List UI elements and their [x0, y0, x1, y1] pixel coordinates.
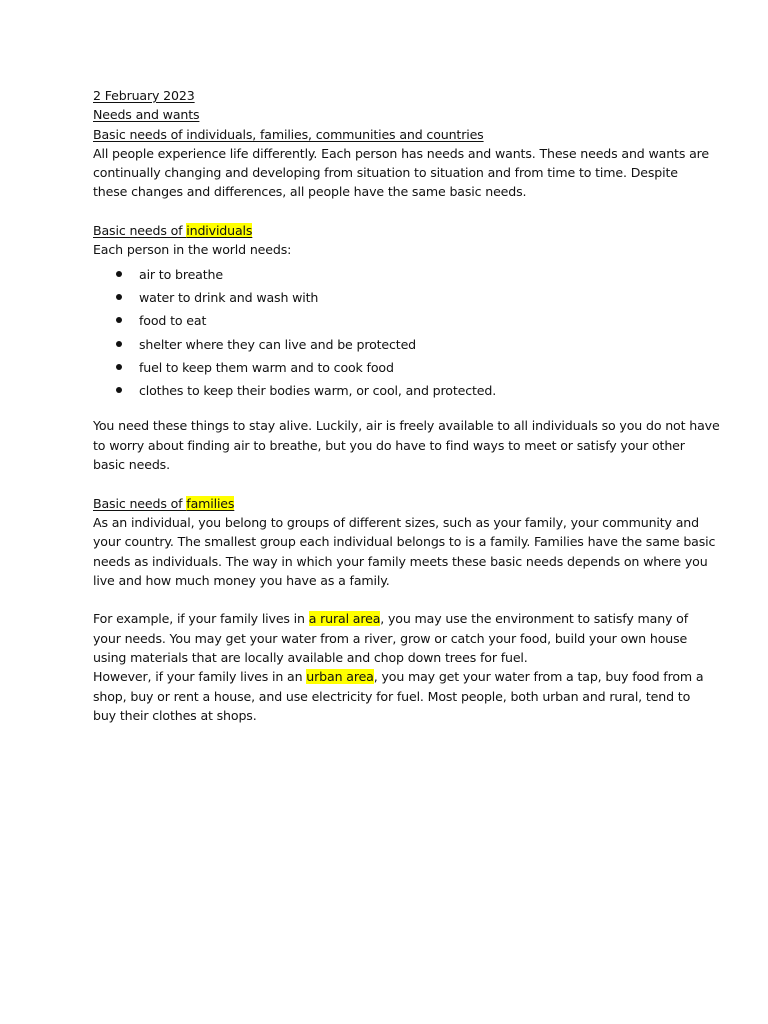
individuals-heading-highlight: individuals [186, 223, 253, 239]
list-item-text: air to breathe [139, 266, 223, 282]
rural-line [93, 609, 689, 628]
families-heading [93, 494, 683, 513]
paragraph-line: buy their clothes at shops. [93, 707, 257, 723]
list-item [93, 356, 683, 379]
needs-list [93, 263, 683, 403]
list-item [93, 263, 683, 286]
intro-line: All people experience life differently. Each person has needs and wants. These needs and wants are [93, 145, 710, 161]
subtitle-heading: Basic needs of individuals, families, communities and countries [93, 126, 484, 142]
list-item-text: fuel to keep them warm and to cook food [139, 359, 394, 375]
intro-paragraph [93, 144, 710, 202]
paragraph-line: basic needs. [93, 457, 170, 473]
paragraph-line: As an individual, you belong to groups of different sizes, such as your family, your community and [93, 514, 699, 530]
bullet-icon [116, 387, 122, 393]
intro-line: continually changing and developing from situation to situation and from time to time. Despite [93, 165, 678, 181]
individuals-heading [93, 221, 683, 240]
paragraph-line: shop, buy or rent a house, and use electricity for fuel. Most people, both urban and rural, tend to [93, 688, 691, 704]
spacer [93, 402, 683, 416]
rural-urban-paragraph [93, 609, 704, 725]
rural-highlight: a rural area [308, 611, 381, 627]
list-item [93, 379, 683, 402]
individuals-heading-prefix: Basic needs of [93, 223, 187, 239]
families-heading-prefix: Basic needs of [93, 495, 187, 511]
urban-prefix: However, if your family lives in an [93, 669, 307, 685]
list-item-text: shelter where they can live and be protected [139, 336, 417, 352]
paragraph-line: using materials that are locally available and chop down trees for fuel. [93, 650, 528, 666]
date-heading: 2 February 2023 [93, 88, 195, 103]
list-item [93, 309, 683, 332]
document-page [93, 86, 720, 725]
list-item-text: water to drink and wash with [139, 289, 319, 305]
bullet-icon [116, 271, 122, 277]
intro-line: these changes and differences, all people have the same basic needs. [93, 184, 527, 200]
individuals-closing-paragraph [93, 416, 720, 474]
rural-suffix: , you may use the environment to satisfy many of [380, 611, 689, 627]
individuals-lead: Each person in the world needs: [93, 242, 292, 258]
families-heading-highlight: families [186, 495, 235, 511]
spacer [93, 590, 683, 609]
urban-suffix: , you may get your water from a tap, buy food from a [373, 669, 704, 685]
paragraph-line: needs as individuals. The way in which your family meets these basic needs depends on where you [93, 553, 708, 569]
paragraph-line: your country. The smallest group each individual belongs to is a family. Families have the same basic [93, 534, 716, 550]
spacer [93, 202, 683, 221]
list-item-text: food to eat [139, 313, 207, 329]
rural-prefix: For example, if your family lives in [93, 611, 309, 627]
paragraph-line: to worry about finding air to breathe, but you do have to find ways to meet or satisfy your other [93, 437, 685, 453]
bullet-icon [116, 341, 122, 347]
urban-line [93, 667, 704, 686]
list-item [93, 333, 683, 356]
bullet-icon [116, 364, 122, 370]
spacer [93, 474, 683, 493]
list-item [93, 286, 683, 309]
paragraph-line: your needs. You may get your water from a river, grow or catch your food, build your own house [93, 630, 688, 646]
paragraph-line: You need these things to stay alive. Luckily, air is freely available to all individuals so you do not have [93, 418, 720, 434]
topic-heading: Needs and wants [93, 107, 200, 123]
list-item-text: clothes to keep their bodies warm, or cool, and protected. [139, 383, 497, 399]
bullet-icon [116, 294, 122, 300]
paragraph-line: live and how much money you have as a family. [93, 572, 390, 588]
families-paragraph [93, 513, 716, 590]
urban-highlight: urban area [306, 669, 374, 685]
bullet-icon [116, 317, 122, 323]
